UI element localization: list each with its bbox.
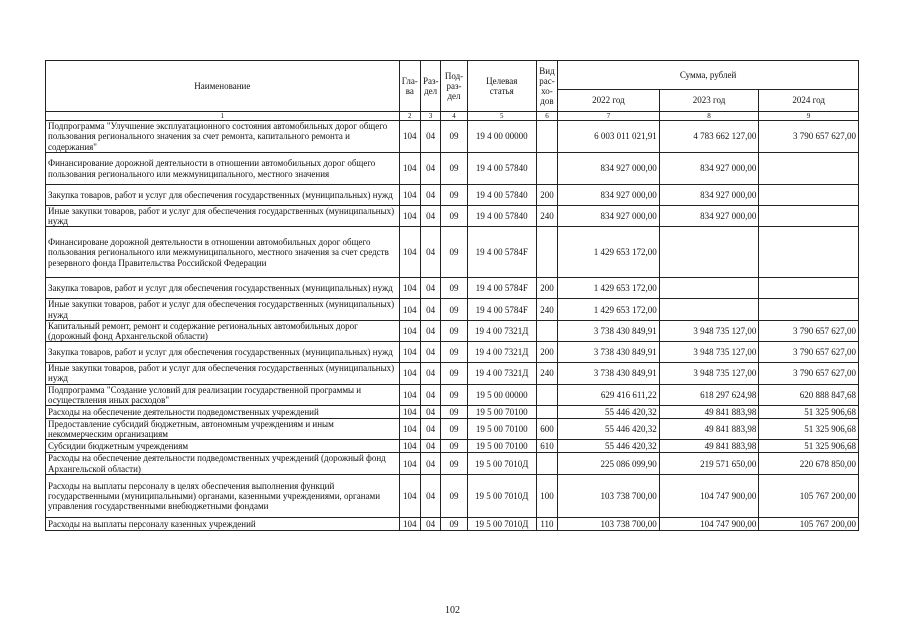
header-vid: Вид рас- хо- дов	[536, 61, 557, 112]
row-target-cell: 19 4 00 00000	[467, 121, 536, 153]
header-razdel: Раз- дел	[420, 61, 440, 112]
table-row	[46, 320, 859, 341]
row-glava-cell: 104	[399, 278, 420, 299]
row-razdel-cell: 04	[420, 406, 440, 419]
row-glava-cell: 104	[399, 299, 420, 320]
row-name-cell: Иные закупки товаров, работ и услуг для обеспечения государственных (муниципальных) нужд	[46, 206, 400, 227]
table-row	[46, 227, 859, 278]
row-amount-2023: 49 841 883,98	[659, 440, 759, 453]
header-podrazdel: Под- раз- дел	[441, 61, 467, 112]
row-amount-2024	[759, 206, 859, 227]
table-row	[46, 384, 859, 405]
row-amount-2024	[759, 185, 859, 206]
row-razdel-cell: 04	[420, 453, 440, 474]
row-glava-cell: 104	[399, 419, 420, 440]
row-amount-2022: 103 738 700,00	[558, 517, 660, 530]
row-amount-2022: 834 927 000,00	[558, 153, 660, 185]
row-name-cell: Предоставление субсидий бюджетным, автономным учреждениям и иным некоммерческим организациям	[46, 419, 400, 440]
column-number: 9	[759, 112, 859, 121]
row-target-cell: 19 5 00 70100	[467, 440, 536, 453]
column-number: 4	[441, 112, 467, 121]
row-target-cell: 19 5 00 7010Д	[467, 517, 536, 530]
row-name-cell: Финансироване дорожной деятельности в отношении автомобильных дорог общего пользования регионального или межмуниципального, местного значения за счет средств резервного фонда Правительства Российской Федерации	[46, 227, 400, 278]
table-row	[46, 299, 859, 320]
row-amount-2022: 3 738 430 849,91	[558, 342, 660, 363]
row-amount-2023: 3 948 735 127,00	[659, 363, 759, 384]
row-amount-2023: 3 948 735 127,00	[659, 320, 759, 341]
row-amount-2022: 3 738 430 849,91	[558, 363, 660, 384]
row-name-cell: Финансирование дорожной деятельности в отношении автомобильных дорог общего пользования регионального или межмуниципального, местного значения	[46, 153, 400, 185]
row-amount-2024: 51 325 906,68	[759, 440, 859, 453]
row-amount-2024: 620 888 847,68	[759, 384, 859, 405]
row-amount-2024: 3 790 657 627,00	[759, 320, 859, 341]
table-row	[46, 363, 859, 384]
row-razdel-cell: 04	[420, 517, 440, 530]
row-vid-cell	[536, 453, 557, 474]
table-body	[46, 121, 859, 531]
row-podrazdel-cell: 09	[441, 185, 467, 206]
header-name: Наименование	[46, 61, 400, 112]
row-razdel-cell: 04	[420, 153, 440, 185]
table-row	[46, 206, 859, 227]
row-vid-cell: 240	[536, 299, 557, 320]
row-amount-2024	[759, 227, 859, 278]
row-name-cell: Подпрограмма "Создание условий для реализации государственной программы и осуществления иных расходов"	[46, 384, 400, 405]
row-glava-cell: 104	[399, 206, 420, 227]
row-razdel-cell: 04	[420, 206, 440, 227]
row-vid-cell: 240	[536, 363, 557, 384]
page-number: 102	[445, 605, 460, 616]
header-target: Целевая статья	[467, 61, 536, 112]
row-amount-2024: 3 790 657 627,00	[759, 121, 859, 153]
row-amount-2022: 1 429 653 172,00	[558, 278, 660, 299]
row-razdel-cell: 04	[420, 440, 440, 453]
row-amount-2023: 219 571 650,00	[659, 453, 759, 474]
row-amount-2023: 49 841 883,98	[659, 419, 759, 440]
row-target-cell: 19 5 00 00000	[467, 384, 536, 405]
row-amount-2023: 49 841 883,98	[659, 406, 759, 419]
row-vid-cell: 200	[536, 185, 557, 206]
row-target-cell: 19 4 00 57840	[467, 185, 536, 206]
row-name-cell: Закупка товаров, работ и услуг для обеспечения государственных (муниципальных) нужд	[46, 278, 400, 299]
row-glava-cell: 104	[399, 440, 420, 453]
row-glava-cell: 104	[399, 153, 420, 185]
row-amount-2022: 3 738 430 849,91	[558, 320, 660, 341]
row-podrazdel-cell: 09	[441, 384, 467, 405]
row-name-cell: Иные закупки товаров, работ и услуг для обеспечения государственных (муниципальных) нужд	[46, 363, 400, 384]
row-glava-cell: 104	[399, 517, 420, 530]
row-glava-cell: 104	[399, 453, 420, 474]
row-amount-2023: 3 948 735 127,00	[659, 342, 759, 363]
row-podrazdel-cell: 09	[441, 206, 467, 227]
header-sum: Сумма, рублей	[558, 61, 859, 90]
table-row	[46, 406, 859, 419]
row-target-cell: 19 4 00 57840	[467, 153, 536, 185]
row-name-cell: Расходы на выплаты персоналу казенных учреждений	[46, 517, 400, 530]
row-razdel-cell: 04	[420, 320, 440, 341]
row-amount-2024: 3 790 657 627,00	[759, 363, 859, 384]
row-amount-2024	[759, 299, 859, 320]
row-name-cell: Субсидии бюджетным учреждениям	[46, 440, 400, 453]
row-podrazdel-cell: 09	[441, 227, 467, 278]
row-podrazdel-cell: 09	[441, 121, 467, 153]
table-row	[46, 419, 859, 440]
row-vid-cell: 600	[536, 419, 557, 440]
row-amount-2022: 6 003 011 021,91	[558, 121, 660, 153]
row-razdel-cell: 04	[420, 384, 440, 405]
row-target-cell: 19 4 00 5784F	[467, 299, 536, 320]
row-vid-cell: 610	[536, 440, 557, 453]
row-vid-cell	[536, 227, 557, 278]
row-razdel-cell: 04	[420, 299, 440, 320]
row-glava-cell: 104	[399, 185, 420, 206]
row-target-cell: 19 5 00 7010Д	[467, 453, 536, 474]
row-glava-cell: 104	[399, 406, 420, 419]
row-amount-2024: 3 790 657 627,00	[759, 342, 859, 363]
row-razdel-cell: 04	[420, 227, 440, 278]
row-target-cell: 19 5 00 70100	[467, 419, 536, 440]
row-vid-cell: 200	[536, 278, 557, 299]
row-vid-cell: 100	[536, 474, 557, 517]
row-amount-2024: 51 325 906,68	[759, 406, 859, 419]
budget-table	[45, 60, 859, 531]
header-year-2024: 2024 год	[759, 90, 859, 112]
row-amount-2022: 834 927 000,00	[558, 206, 660, 227]
row-podrazdel-cell: 09	[441, 406, 467, 419]
table-row	[46, 474, 859, 517]
row-vid-cell: 240	[536, 206, 557, 227]
row-vid-cell: 200	[536, 342, 557, 363]
row-name-cell: Капитальный ремонт, ремонт и содержание региональных автомобильных дорог (дорожный фонд Архангельской области)	[46, 320, 400, 341]
row-target-cell: 19 4 00 57840	[467, 206, 536, 227]
row-glava-cell: 104	[399, 227, 420, 278]
column-number: 7	[558, 112, 660, 121]
row-amount-2024: 220 678 850,00	[759, 453, 859, 474]
row-razdel-cell: 04	[420, 363, 440, 384]
row-glava-cell: 104	[399, 363, 420, 384]
row-amount-2023: 104 747 900,00	[659, 474, 759, 517]
column-number: 6	[536, 112, 557, 121]
row-target-cell: 19 5 00 7010Д	[467, 474, 536, 517]
table-row	[46, 153, 859, 185]
row-amount-2024	[759, 153, 859, 185]
column-number: 3	[420, 112, 440, 121]
row-podrazdel-cell: 09	[441, 419, 467, 440]
row-amount-2023: 834 927 000,00	[659, 153, 759, 185]
row-podrazdel-cell: 09	[441, 278, 467, 299]
row-target-cell: 19 4 00 7321Д	[467, 320, 536, 341]
column-number-row	[46, 112, 859, 121]
table-row	[46, 121, 859, 153]
row-amount-2024: 51 325 906,68	[759, 419, 859, 440]
row-glava-cell: 104	[399, 384, 420, 405]
row-amount-2022: 225 086 099,90	[558, 453, 660, 474]
row-glava-cell: 104	[399, 320, 420, 341]
table-row	[46, 278, 859, 299]
row-podrazdel-cell: 09	[441, 517, 467, 530]
column-number: 8	[659, 112, 759, 121]
row-podrazdel-cell: 09	[441, 474, 467, 517]
row-razdel-cell: 04	[420, 121, 440, 153]
row-podrazdel-cell: 09	[441, 153, 467, 185]
row-glava-cell: 104	[399, 342, 420, 363]
table-row	[46, 517, 859, 530]
header-row-top	[46, 61, 859, 90]
row-name-cell: Расходы на выплаты персоналу в целях обеспечения выполнения функций государственными (муниципальными) органами, казенными учреждениями, органами управления государственными внебюджетными фондами	[46, 474, 400, 517]
row-vid-cell	[536, 153, 557, 185]
table-row	[46, 453, 859, 474]
row-razdel-cell: 04	[420, 419, 440, 440]
column-number: 2	[399, 112, 420, 121]
row-razdel-cell: 04	[420, 474, 440, 517]
row-name-cell: Подпрограмма "Улучшение эксплуатационного состояния автомобильных дорог общего пользования регионального значения за счет ремонта, капитального ремонта и содержания"	[46, 121, 400, 153]
row-target-cell: 19 4 00 5784F	[467, 227, 536, 278]
row-target-cell: 19 4 00 7321Д	[467, 342, 536, 363]
column-number: 1	[46, 112, 400, 121]
row-amount-2023: 4 783 662 127,00	[659, 121, 759, 153]
row-podrazdel-cell: 09	[441, 453, 467, 474]
table-row	[46, 440, 859, 453]
row-vid-cell	[536, 406, 557, 419]
column-number: 5	[467, 112, 536, 121]
table-row	[46, 342, 859, 363]
row-name-cell: Расходы на обеспечение деятельности подведомственных учреждений	[46, 406, 400, 419]
header-year-2023: 2023 год	[659, 90, 759, 112]
row-amount-2022: 55 446 420,32	[558, 440, 660, 453]
table-row	[46, 185, 859, 206]
header-year-2022: 2022 год	[558, 90, 660, 112]
row-razdel-cell: 04	[420, 342, 440, 363]
row-amount-2023: 834 927 000,00	[659, 185, 759, 206]
row-amount-2022: 103 738 700,00	[558, 474, 660, 517]
row-podrazdel-cell: 09	[441, 320, 467, 341]
row-vid-cell: 110	[536, 517, 557, 530]
row-amount-2023: 104 747 900,00	[659, 517, 759, 530]
row-target-cell: 19 4 00 7321Д	[467, 363, 536, 384]
row-amount-2023	[659, 227, 759, 278]
row-glava-cell: 104	[399, 474, 420, 517]
row-amount-2024: 105 767 200,00	[759, 517, 859, 530]
row-amount-2022: 55 446 420,32	[558, 406, 660, 419]
row-amount-2023: 834 927 000,00	[659, 206, 759, 227]
row-razdel-cell: 04	[420, 185, 440, 206]
row-target-cell: 19 4 00 5784F	[467, 278, 536, 299]
row-podrazdel-cell: 09	[441, 342, 467, 363]
row-amount-2023	[659, 278, 759, 299]
row-amount-2024: 105 767 200,00	[759, 474, 859, 517]
row-amount-2022: 1 429 653 172,00	[558, 227, 660, 278]
row-name-cell: Закупка товаров, работ и услуг для обеспечения государственных (муниципальных) нужд	[46, 185, 400, 206]
row-amount-2022: 55 446 420,32	[558, 419, 660, 440]
row-vid-cell	[536, 121, 557, 153]
row-podrazdel-cell: 09	[441, 299, 467, 320]
row-vid-cell	[536, 384, 557, 405]
row-amount-2022: 629 416 611,22	[558, 384, 660, 405]
row-vid-cell	[536, 320, 557, 341]
row-name-cell: Иные закупки товаров, работ и услуг для обеспечения государственных (муниципальных) нужд	[46, 299, 400, 320]
header-glava: Гла- ва	[399, 61, 420, 112]
row-amount-2022: 1 429 653 172,00	[558, 299, 660, 320]
row-amount-2023: 618 297 624,98	[659, 384, 759, 405]
row-amount-2022: 834 927 000,00	[558, 185, 660, 206]
row-target-cell: 19 5 00 70100	[467, 406, 536, 419]
row-name-cell: Расходы на обеспечение деятельности подведомственных учреждений (дорожный фонд Архангельской области)	[46, 453, 400, 474]
row-podrazdel-cell: 09	[441, 440, 467, 453]
row-amount-2024	[759, 278, 859, 299]
row-glava-cell: 104	[399, 121, 420, 153]
row-podrazdel-cell: 09	[441, 363, 467, 384]
row-name-cell: Закупка товаров, работ и услуг для обеспечения государственных (муниципальных) нужд	[46, 342, 400, 363]
row-razdel-cell: 04	[420, 278, 440, 299]
row-amount-2023	[659, 299, 759, 320]
